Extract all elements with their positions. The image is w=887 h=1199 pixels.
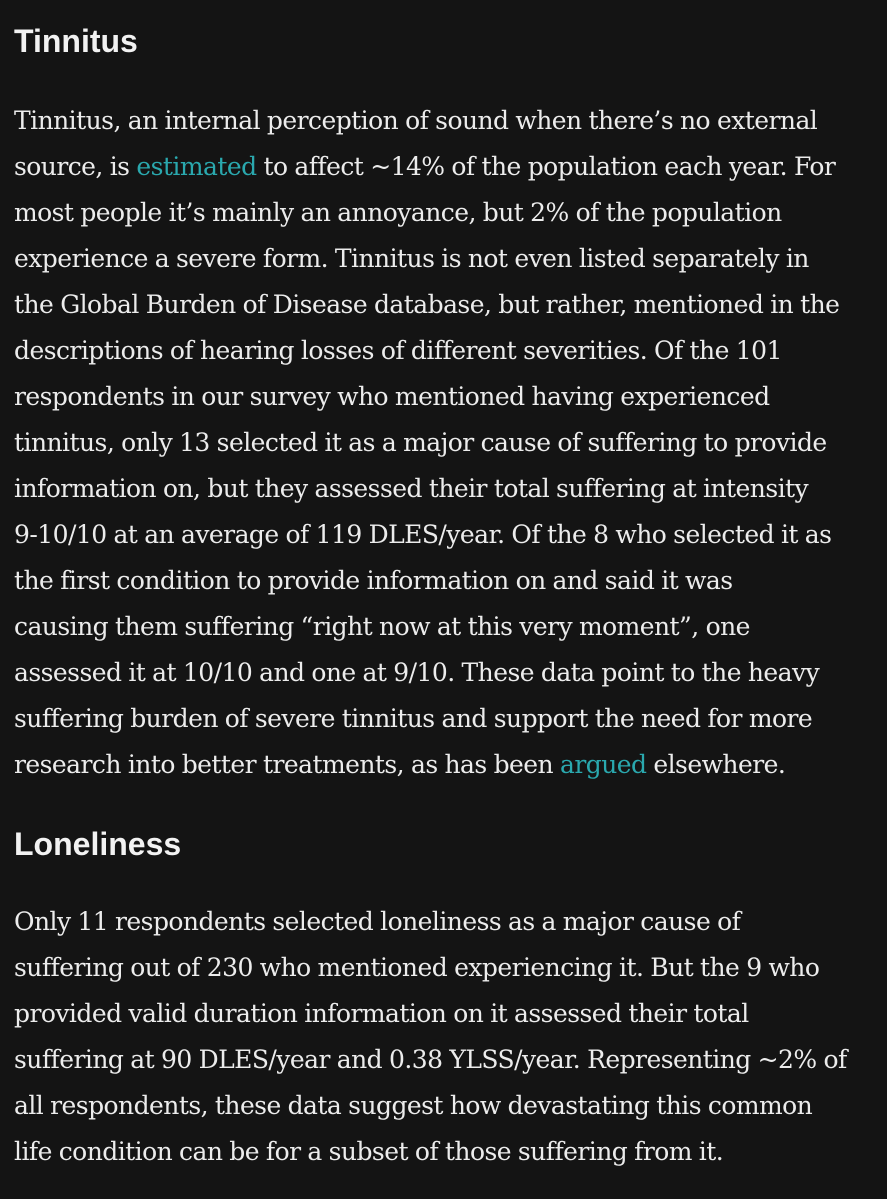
text-line: all respondents, these data suggest how devastating this common [14,1091,813,1120]
text-fragment: source, is [14,152,137,181]
text-line: suffering at 90 DLES/year and 0.38 YLSS/year. Representing ~2% of [14,1045,847,1074]
text-line: respondents in our survey who mentioned having experienced [14,382,770,411]
text-line: causing them suffering “right now at this very moment”, one [14,612,750,641]
text-line: assessed it at 10/10 and one at 9/10. These data point to the heavy [14,658,820,687]
estimated-link[interactable]: estimated [136,152,257,181]
text-line: suffering burden of severe tinnitus and support the need for more [14,704,813,733]
text-line: the first condition to provide information on and said it was [14,566,733,595]
text-line: Tinnitus, an internal perception of sound when there’s no external [14,106,818,135]
text-line [14,742,839,788]
text-line: life condition can be for a subset of those suffering from it. [14,1137,724,1166]
text-line: suffering out of 230 who mentioned experiencing it. But the 9 who [14,953,820,982]
section-heading-tinnitus: Tinnitus [14,23,138,59]
argued-link[interactable]: argued [559,750,647,779]
text-fragment: to affect ~14% of the population each year. For [256,152,836,181]
text-fragment: elsewhere. [646,750,786,779]
text-line: information on, but they assessed their total suffering at intensity [14,474,809,503]
text-line [14,144,839,190]
text-fragment: research into better treatments, as has been [14,750,560,779]
text-line: Only 11 respondents selected loneliness as a major cause of [14,907,741,936]
paragraph-tinnitus [14,98,839,788]
text-line: tinnitus, only 13 selected it as a major cause of suffering to provide [14,428,827,457]
text-line: most people it’s mainly an annoyance, but 2% of the population [14,198,782,227]
text-line: descriptions of hearing losses of different severities. Of the 101 [14,336,782,365]
text-line: the Global Burden of Disease database, but rather, mentioned in the [14,290,840,319]
text-line: 9-10/10 at an average of 119 DLES/year. Of the 8 who selected it as [14,520,832,549]
paragraph-loneliness [14,899,847,1175]
text-line: experience a severe form. Tinnitus is not even listed separately in [14,244,809,273]
section-heading-loneliness: Loneliness [14,826,182,862]
text-line: provided valid duration information on it assessed their total [14,999,749,1028]
